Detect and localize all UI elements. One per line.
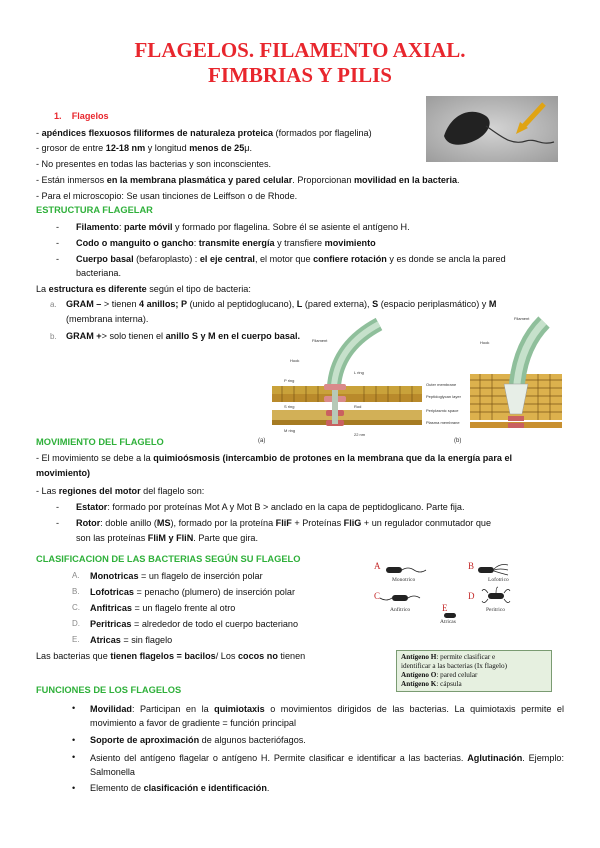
funcion-clasificacion: Elemento de clasificación e identificación. [90,783,270,793]
svg-text:P ring: P ring [284,378,295,383]
svg-text:E: E [442,603,448,613]
svg-text:C: C [374,591,381,601]
svg-text:22 nm: 22 nm [354,432,366,437]
gram-negative-cont: (membrana interna). [66,314,149,324]
clasificacion-item: Peritricas = alrededor de todo el cuerpo bacteriano [90,619,299,629]
estructura-filamento: Filamento: parte móvil y formado por flagelina. Sobre él se asiente el antígeno H. [76,222,410,232]
gram-negative: GRAM – > tienen 4 anillos; P (unido al peptidoglucano), L (pared externa), S (espacio periplasmático) y M [66,299,497,309]
movimiento-line3: - Las regiones del motor del flagelo son: [36,486,205,496]
svg-text:Peptidoglycan layer: Peptidoglycan layer [426,394,461,399]
section-heading-funciones: FUNCIONES DE LOS FLAGELOS [36,685,182,695]
flagella-types-diagram [372,557,526,627]
clasificacion-item: Atricas = sin flagelo [90,635,173,645]
s1-line5: - Para el microscopio: Se usan tinciones de Leiffson o de Rhode. [36,191,298,201]
svg-text:Periplasmic space: Periplasmic space [426,408,459,413]
svg-text:A: A [374,561,381,571]
section-number: 1. [54,111,62,121]
funcion-movilidad: Movilidad: Participan en la quimiotaxis o movimientos dirigidos de las bacterias. La quimiotaxis permite el movimiento a favor de gradiente = función principal [90,704,565,728]
clasificacion-item: Anfitricas = un flagelo frente al otro [90,603,236,613]
svg-text:Peritrico: Peritrico [486,607,505,613]
page-title-line2: FIMBRIAS Y PILIS [208,63,392,87]
s1-line4: - Están inmersos en la membrana plasmática y pared celular. Proporcionan movilidad en la bacteria. [36,175,460,185]
svg-text:Filament: Filament [312,338,328,343]
flagellum-structure-figure [254,314,566,446]
list-marker-b: b. [50,332,57,341]
svg-text:Hook: Hook [480,340,490,345]
clasificacion-note: Las bacterias que tienen flagelos = bacilos/ Los cocos no tienen [36,651,306,661]
svg-text:Anfitrico: Anfitrico [390,607,411,613]
s1-line2: - grosor de entre 12-18 nm y longitud menos de 25μ. [36,143,253,153]
motor-estator: Estator: formado por proteínas Mot A y Mot B > anclado en la capa de peptidoglicano. Parte fija. [76,502,465,512]
movimiento-line2: movimiento) [36,468,91,478]
figure-label-a: (a) [258,438,266,444]
svg-text:Outer membrane: Outer membrane [426,382,457,387]
svg-text:Rod: Rod [354,404,362,409]
estructura-intro: La estructura es diferente según el tipo de bacteria: [36,284,251,294]
s1-line1: - apéndices flexuosos filiformes de naturaleza proteica (formados por flagelina) [36,128,372,138]
funcion-soporte: Soporte de aproximación de algunos bacteriófagos. [90,735,306,745]
estructura-codo: Codo o manguito o gancho: transmite energía y transfiere movimiento [76,238,376,248]
figure-label-b: (b) [454,438,462,444]
svg-text:S ring: S ring [284,404,295,409]
s1-line3: - No presentes en todas las bacterias y son inconscientes. [36,159,272,169]
clasificacion-item: Monotricas = un flagelo de inserción polar [90,571,263,581]
svg-text:Atricas: Atricas [440,619,456,625]
section-heading-clasificacion: CLASIFICACION DE LAS BACTERIAS SEGÚN SU FLAGELO [36,554,301,564]
estructura-cuerpo: Cuerpo basal (befaroplasto) : el eje central, el motor que confiere rotación y es donde se ancla la pared [76,254,506,264]
svg-text:Hook: Hook [290,358,300,363]
svg-text:Lofotrico: Lofotrico [488,577,509,583]
flagellum-micrograph [426,96,558,162]
svg-text:Monotrico: Monotrico [392,577,416,583]
motor-rotor: Rotor: doble anillo (MS), formado por la proteína FliF + Proteínas FliG + un regulador conmutador que [76,518,492,528]
antigen-k: Antígeno K: cápsula [401,680,462,688]
antigen-box [396,650,552,692]
estructura-cuerpo-cont: bacteriana. [76,268,121,278]
section-heading-flagelos: Flagelos [71,111,109,121]
section-heading-estructura: ESTRUCTURA FLAGELAR [36,205,153,215]
section-heading-movimiento: MOVIMIENTO DEL FLAGELO [36,437,164,447]
antigen-h: Antígeno H: permite clasificar e [401,653,496,661]
svg-text:M ring: M ring [284,428,296,433]
list-marker-a: a. [50,300,57,309]
svg-text:Plasma membrane: Plasma membrane [426,420,460,425]
svg-text:Filament: Filament [514,316,530,321]
antigen-o: Antígeno O: pared celular [401,671,478,679]
antigen-h-cont: identificar a las bacterias (Ix flagelo) [401,662,507,670]
page-title-line1: FLAGELOS. FILAMENTO AXIAL. [134,38,466,62]
clasificacion-item: Lofotricas = penacho (plumero) de inserción polar [90,587,295,597]
gram-positive: GRAM +> solo tienen el anillo S y M en el cuerpo basal. [66,331,301,341]
motor-rotor-cont: son las proteínas FliM y FliN. Parte que gira. [76,533,258,543]
svg-text:D: D [468,591,475,601]
svg-text:B: B [468,561,475,571]
svg-text:L ring: L ring [354,370,364,375]
funcion-antigeno: Asiento del antígeno flagelar o antígeno H. Permite clasificar e identificar a las bacterias. Aglutinación. Ejemplo: Salmonella [90,753,565,777]
movimiento-line1: - El movimiento se debe a la quimioósmosis (intercambio de protones en la membrana que da la energía para el [36,453,513,463]
